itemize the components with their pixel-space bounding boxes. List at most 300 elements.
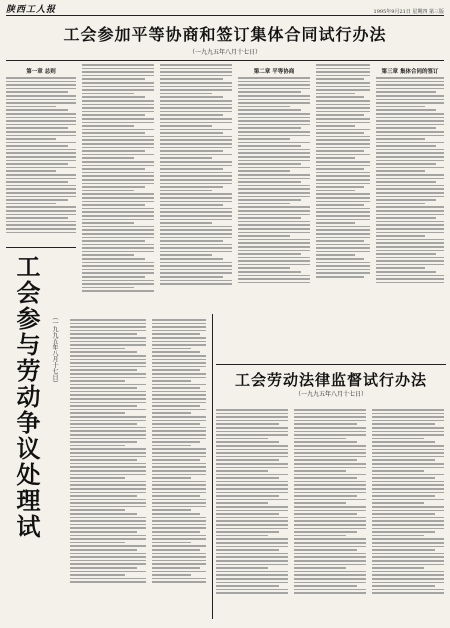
text-line bbox=[372, 556, 444, 558]
text-line bbox=[294, 535, 346, 537]
column-6 bbox=[376, 64, 444, 299]
text-line bbox=[238, 102, 310, 104]
text-line bbox=[70, 337, 146, 339]
text-line bbox=[376, 106, 425, 108]
text-line bbox=[316, 272, 370, 274]
text-line bbox=[152, 394, 206, 396]
text-line bbox=[238, 235, 290, 237]
text-line bbox=[216, 556, 288, 558]
text-line bbox=[238, 267, 290, 269]
text-line bbox=[372, 538, 444, 540]
text-line bbox=[316, 244, 370, 246]
text-line bbox=[372, 441, 435, 443]
text-line bbox=[70, 326, 146, 328]
text-line bbox=[372, 528, 444, 530]
text-line bbox=[82, 161, 154, 163]
text-line bbox=[160, 265, 232, 267]
text-line bbox=[6, 210, 76, 212]
text-line bbox=[316, 251, 370, 253]
text-line bbox=[152, 556, 206, 558]
text-line bbox=[238, 217, 301, 219]
text-line bbox=[376, 109, 436, 111]
text-line bbox=[152, 545, 206, 547]
text-line bbox=[294, 556, 366, 558]
text-line bbox=[376, 224, 444, 226]
text-line bbox=[70, 445, 125, 447]
text-line bbox=[82, 179, 154, 181]
text-line bbox=[294, 441, 357, 443]
text-line bbox=[152, 456, 206, 458]
text-line bbox=[82, 118, 154, 120]
text-line bbox=[160, 283, 232, 285]
text-line bbox=[238, 206, 310, 208]
text-line bbox=[238, 192, 310, 194]
text-line bbox=[82, 244, 154, 246]
text-line bbox=[152, 571, 206, 573]
text-line bbox=[6, 109, 68, 111]
text-line bbox=[238, 84, 310, 86]
text-line bbox=[70, 466, 146, 468]
text-line bbox=[294, 574, 366, 576]
text-line bbox=[372, 484, 444, 486]
divider bbox=[216, 364, 446, 365]
text-line bbox=[152, 463, 206, 465]
text-line bbox=[316, 226, 370, 228]
text-line bbox=[216, 488, 288, 490]
text-line bbox=[238, 99, 310, 101]
text-line bbox=[6, 124, 76, 126]
text-line bbox=[82, 269, 154, 271]
text-line bbox=[160, 201, 232, 203]
text-line bbox=[294, 517, 366, 519]
text-line bbox=[238, 221, 310, 223]
text-line bbox=[376, 113, 444, 115]
masthead bbox=[6, 3, 444, 16]
text-line bbox=[160, 229, 232, 231]
text-line bbox=[376, 264, 444, 266]
text-line bbox=[316, 150, 364, 152]
text-line bbox=[160, 136, 232, 138]
text-line bbox=[152, 333, 200, 335]
text-line bbox=[238, 91, 301, 93]
text-line bbox=[316, 197, 370, 199]
text-line bbox=[70, 571, 146, 573]
text-line bbox=[376, 188, 444, 190]
text-line bbox=[216, 571, 288, 573]
text-line bbox=[238, 181, 301, 183]
text-line bbox=[160, 161, 232, 163]
text-line bbox=[216, 549, 279, 551]
text-line bbox=[316, 122, 370, 124]
text-line bbox=[152, 517, 206, 519]
text-line bbox=[294, 531, 357, 533]
text-line bbox=[6, 81, 76, 83]
text-line bbox=[70, 405, 137, 407]
text-line bbox=[82, 290, 154, 292]
text-line bbox=[316, 208, 370, 210]
text-line bbox=[238, 264, 310, 266]
text-line bbox=[238, 135, 310, 137]
text-line bbox=[6, 160, 76, 162]
text-line bbox=[82, 82, 154, 84]
text-line bbox=[316, 233, 370, 235]
text-line bbox=[6, 224, 76, 226]
text-line bbox=[70, 578, 146, 580]
text-line bbox=[294, 502, 346, 504]
text-line bbox=[82, 132, 145, 134]
text-line bbox=[6, 120, 76, 122]
text-line bbox=[82, 96, 145, 98]
text-line bbox=[316, 154, 370, 156]
text-line bbox=[70, 477, 125, 479]
text-line bbox=[152, 553, 206, 555]
text-line bbox=[82, 229, 154, 231]
text-line bbox=[70, 434, 146, 436]
text-line bbox=[238, 199, 301, 201]
text-line bbox=[152, 434, 206, 436]
text-line bbox=[376, 120, 444, 122]
column-2 bbox=[82, 64, 154, 314]
text-line bbox=[152, 560, 206, 562]
text-line bbox=[70, 574, 125, 576]
text-line bbox=[152, 377, 206, 379]
text-line bbox=[152, 567, 200, 569]
text-line bbox=[70, 542, 125, 544]
text-line bbox=[160, 64, 232, 66]
text-line bbox=[376, 228, 444, 230]
text-line bbox=[82, 262, 154, 264]
text-line bbox=[70, 330, 146, 332]
text-line bbox=[82, 186, 145, 188]
text-line bbox=[152, 373, 206, 375]
text-line bbox=[376, 246, 444, 248]
text-line bbox=[6, 203, 56, 205]
text-line bbox=[376, 167, 444, 169]
text-line bbox=[160, 233, 232, 235]
text-line bbox=[152, 549, 200, 551]
text-line bbox=[238, 138, 290, 140]
text-line bbox=[70, 430, 146, 432]
text-line bbox=[70, 520, 146, 522]
text-line bbox=[238, 88, 310, 90]
text-line bbox=[160, 107, 232, 109]
text-line bbox=[6, 170, 56, 172]
text-line bbox=[372, 582, 444, 584]
text-line bbox=[160, 86, 232, 88]
text-line bbox=[216, 481, 288, 483]
text-line bbox=[152, 535, 206, 537]
text-line bbox=[6, 188, 76, 190]
text-line bbox=[70, 359, 146, 361]
text-line bbox=[152, 477, 191, 479]
text-line bbox=[6, 228, 76, 230]
text-line bbox=[316, 139, 370, 141]
text-line bbox=[216, 420, 288, 422]
text-line bbox=[160, 240, 223, 242]
text-line bbox=[6, 138, 56, 140]
text-line bbox=[294, 459, 357, 461]
text-line bbox=[152, 488, 206, 490]
text-line bbox=[70, 362, 146, 364]
text-line bbox=[316, 86, 370, 88]
text-line bbox=[372, 499, 444, 501]
text-line bbox=[376, 278, 444, 280]
text-line bbox=[152, 531, 200, 533]
text-line bbox=[376, 192, 444, 194]
section-heading: 第三章 集体合同的签订 bbox=[381, 69, 439, 75]
text-line bbox=[70, 441, 137, 443]
text-line bbox=[216, 574, 288, 576]
text-line bbox=[238, 106, 290, 108]
text-line bbox=[82, 265, 154, 267]
text-line bbox=[82, 64, 154, 66]
text-line bbox=[376, 242, 444, 244]
text-line bbox=[238, 152, 310, 154]
text-line bbox=[316, 78, 364, 80]
text-line bbox=[294, 467, 366, 469]
text-line bbox=[316, 204, 364, 206]
text-line bbox=[70, 474, 146, 476]
text-line bbox=[152, 459, 200, 461]
text-line bbox=[216, 513, 279, 515]
text-line bbox=[160, 68, 232, 70]
text-line bbox=[316, 132, 364, 134]
text-line bbox=[152, 484, 206, 486]
text-lines bbox=[294, 409, 366, 594]
text-line bbox=[372, 420, 444, 422]
article1-date: （一九九五年八月十七日） bbox=[188, 49, 261, 56]
text-line bbox=[216, 531, 279, 533]
text-line bbox=[70, 420, 146, 422]
text-line bbox=[238, 188, 310, 190]
text-line bbox=[70, 416, 146, 418]
text-line bbox=[238, 149, 310, 151]
text-line bbox=[294, 528, 366, 530]
text-line bbox=[70, 560, 146, 562]
text-line bbox=[160, 222, 212, 224]
text-line bbox=[316, 165, 370, 167]
text-line bbox=[82, 78, 145, 80]
text-line bbox=[152, 492, 206, 494]
text-line bbox=[238, 203, 290, 205]
text-line bbox=[294, 488, 366, 490]
text-line bbox=[152, 344, 206, 346]
text-line bbox=[152, 574, 191, 576]
text-line bbox=[152, 391, 206, 393]
text-line bbox=[376, 250, 444, 252]
text-line bbox=[376, 174, 444, 176]
text-line bbox=[376, 196, 444, 198]
text-line bbox=[376, 124, 444, 126]
text-line bbox=[316, 175, 370, 177]
text-line bbox=[70, 549, 137, 551]
text-line bbox=[238, 224, 310, 226]
text-line bbox=[70, 556, 146, 558]
text-line bbox=[372, 416, 444, 418]
text-line bbox=[294, 409, 366, 411]
text-line bbox=[294, 585, 357, 587]
text-line bbox=[294, 520, 366, 522]
text-line bbox=[316, 71, 370, 73]
text-line bbox=[294, 499, 366, 501]
text-line bbox=[70, 553, 146, 555]
text-line bbox=[70, 538, 146, 540]
text-line bbox=[82, 114, 145, 116]
text-line bbox=[152, 423, 200, 425]
text-line bbox=[160, 150, 223, 152]
text-line bbox=[376, 138, 425, 140]
text-line bbox=[316, 276, 364, 278]
text-line bbox=[376, 178, 444, 180]
text-line bbox=[152, 524, 206, 526]
text-line bbox=[160, 96, 223, 98]
text-line bbox=[152, 563, 206, 565]
text-line bbox=[316, 100, 370, 102]
text-line bbox=[6, 117, 76, 119]
text-line bbox=[152, 509, 191, 511]
text-line bbox=[372, 495, 435, 497]
text-line bbox=[216, 502, 268, 504]
text-line bbox=[372, 413, 444, 415]
text-line bbox=[216, 578, 288, 580]
text-line bbox=[376, 260, 444, 262]
text-line bbox=[316, 168, 364, 170]
text-line bbox=[372, 459, 435, 461]
text-line bbox=[216, 477, 279, 479]
text-line bbox=[216, 474, 288, 476]
text-line bbox=[82, 204, 145, 206]
text-line bbox=[216, 441, 279, 443]
text-line bbox=[6, 206, 76, 208]
text-line bbox=[82, 254, 134, 256]
text-line bbox=[160, 280, 232, 282]
text-line bbox=[216, 582, 288, 584]
text-line bbox=[152, 359, 206, 361]
text-line bbox=[238, 81, 310, 83]
text-line bbox=[82, 233, 154, 235]
text-line bbox=[82, 104, 154, 106]
text-line bbox=[160, 254, 212, 256]
text-line bbox=[316, 136, 370, 138]
text-line bbox=[6, 127, 68, 129]
text-line bbox=[238, 260, 310, 262]
text-line bbox=[160, 111, 232, 113]
article-body bbox=[6, 64, 444, 624]
text-line bbox=[216, 484, 288, 486]
text-line bbox=[82, 139, 154, 141]
text-line bbox=[216, 524, 288, 526]
text-line bbox=[376, 160, 444, 162]
text-line bbox=[160, 71, 232, 73]
text-line bbox=[372, 506, 444, 508]
text-line bbox=[216, 592, 288, 594]
text-line bbox=[82, 129, 154, 131]
text-line bbox=[294, 510, 366, 512]
text-line bbox=[82, 175, 154, 177]
text-line bbox=[294, 431, 366, 433]
text-line bbox=[216, 553, 288, 555]
text-line bbox=[294, 589, 366, 591]
text-line bbox=[294, 474, 366, 476]
text-line bbox=[6, 178, 76, 180]
text-line bbox=[70, 412, 125, 414]
text-line bbox=[372, 481, 444, 483]
text-line bbox=[6, 102, 76, 104]
text-line bbox=[316, 219, 370, 221]
text-line bbox=[152, 402, 206, 404]
text-line bbox=[376, 217, 436, 219]
text-line bbox=[372, 452, 444, 454]
text-line bbox=[376, 142, 444, 144]
text-line bbox=[372, 434, 444, 436]
text-line bbox=[238, 117, 310, 119]
section-heading: 第一章 总则 bbox=[26, 69, 56, 75]
text-line bbox=[294, 445, 366, 447]
text-lines bbox=[216, 409, 288, 594]
text-line bbox=[70, 377, 146, 379]
text-line bbox=[152, 506, 206, 508]
text-line bbox=[372, 445, 444, 447]
text-line bbox=[294, 560, 366, 562]
text-line bbox=[294, 542, 366, 544]
text-line bbox=[70, 492, 146, 494]
text-line bbox=[238, 250, 310, 252]
text-line bbox=[376, 271, 436, 273]
text-line bbox=[372, 488, 444, 490]
text-line bbox=[70, 348, 125, 350]
text-line bbox=[216, 499, 288, 501]
column-5 bbox=[316, 64, 370, 299]
text-line bbox=[376, 156, 444, 158]
text-line bbox=[376, 181, 436, 183]
text-line bbox=[160, 208, 232, 210]
text-line bbox=[216, 542, 288, 544]
article3-title: 工会劳动法律监督试行办法 bbox=[234, 371, 427, 389]
text-line bbox=[216, 413, 288, 415]
text-line bbox=[152, 481, 206, 483]
text-line bbox=[160, 172, 232, 174]
text-line bbox=[316, 96, 364, 98]
text-line bbox=[316, 161, 370, 163]
text-line bbox=[152, 441, 200, 443]
text-line bbox=[216, 431, 288, 433]
text-line bbox=[216, 538, 288, 540]
text-line bbox=[160, 75, 232, 77]
text-line bbox=[216, 506, 288, 508]
text-line bbox=[316, 125, 355, 127]
text-line bbox=[294, 481, 366, 483]
text-line bbox=[6, 95, 76, 97]
text-line bbox=[6, 167, 76, 169]
text-line bbox=[216, 520, 288, 522]
text-line bbox=[316, 240, 364, 242]
text-line bbox=[82, 111, 154, 113]
text-line bbox=[82, 251, 154, 253]
article3-date: （一九九五年八月十七日） bbox=[294, 391, 367, 398]
text-line bbox=[152, 366, 206, 368]
text-line bbox=[152, 578, 206, 580]
text-line bbox=[6, 99, 76, 101]
text-line bbox=[160, 272, 232, 274]
text-line bbox=[82, 276, 145, 278]
text-line bbox=[216, 427, 288, 429]
text-line bbox=[82, 165, 154, 167]
text-line bbox=[238, 156, 310, 158]
text-line bbox=[70, 499, 146, 501]
text-lines bbox=[238, 77, 310, 283]
text-line bbox=[238, 196, 310, 198]
text-line bbox=[152, 542, 191, 544]
